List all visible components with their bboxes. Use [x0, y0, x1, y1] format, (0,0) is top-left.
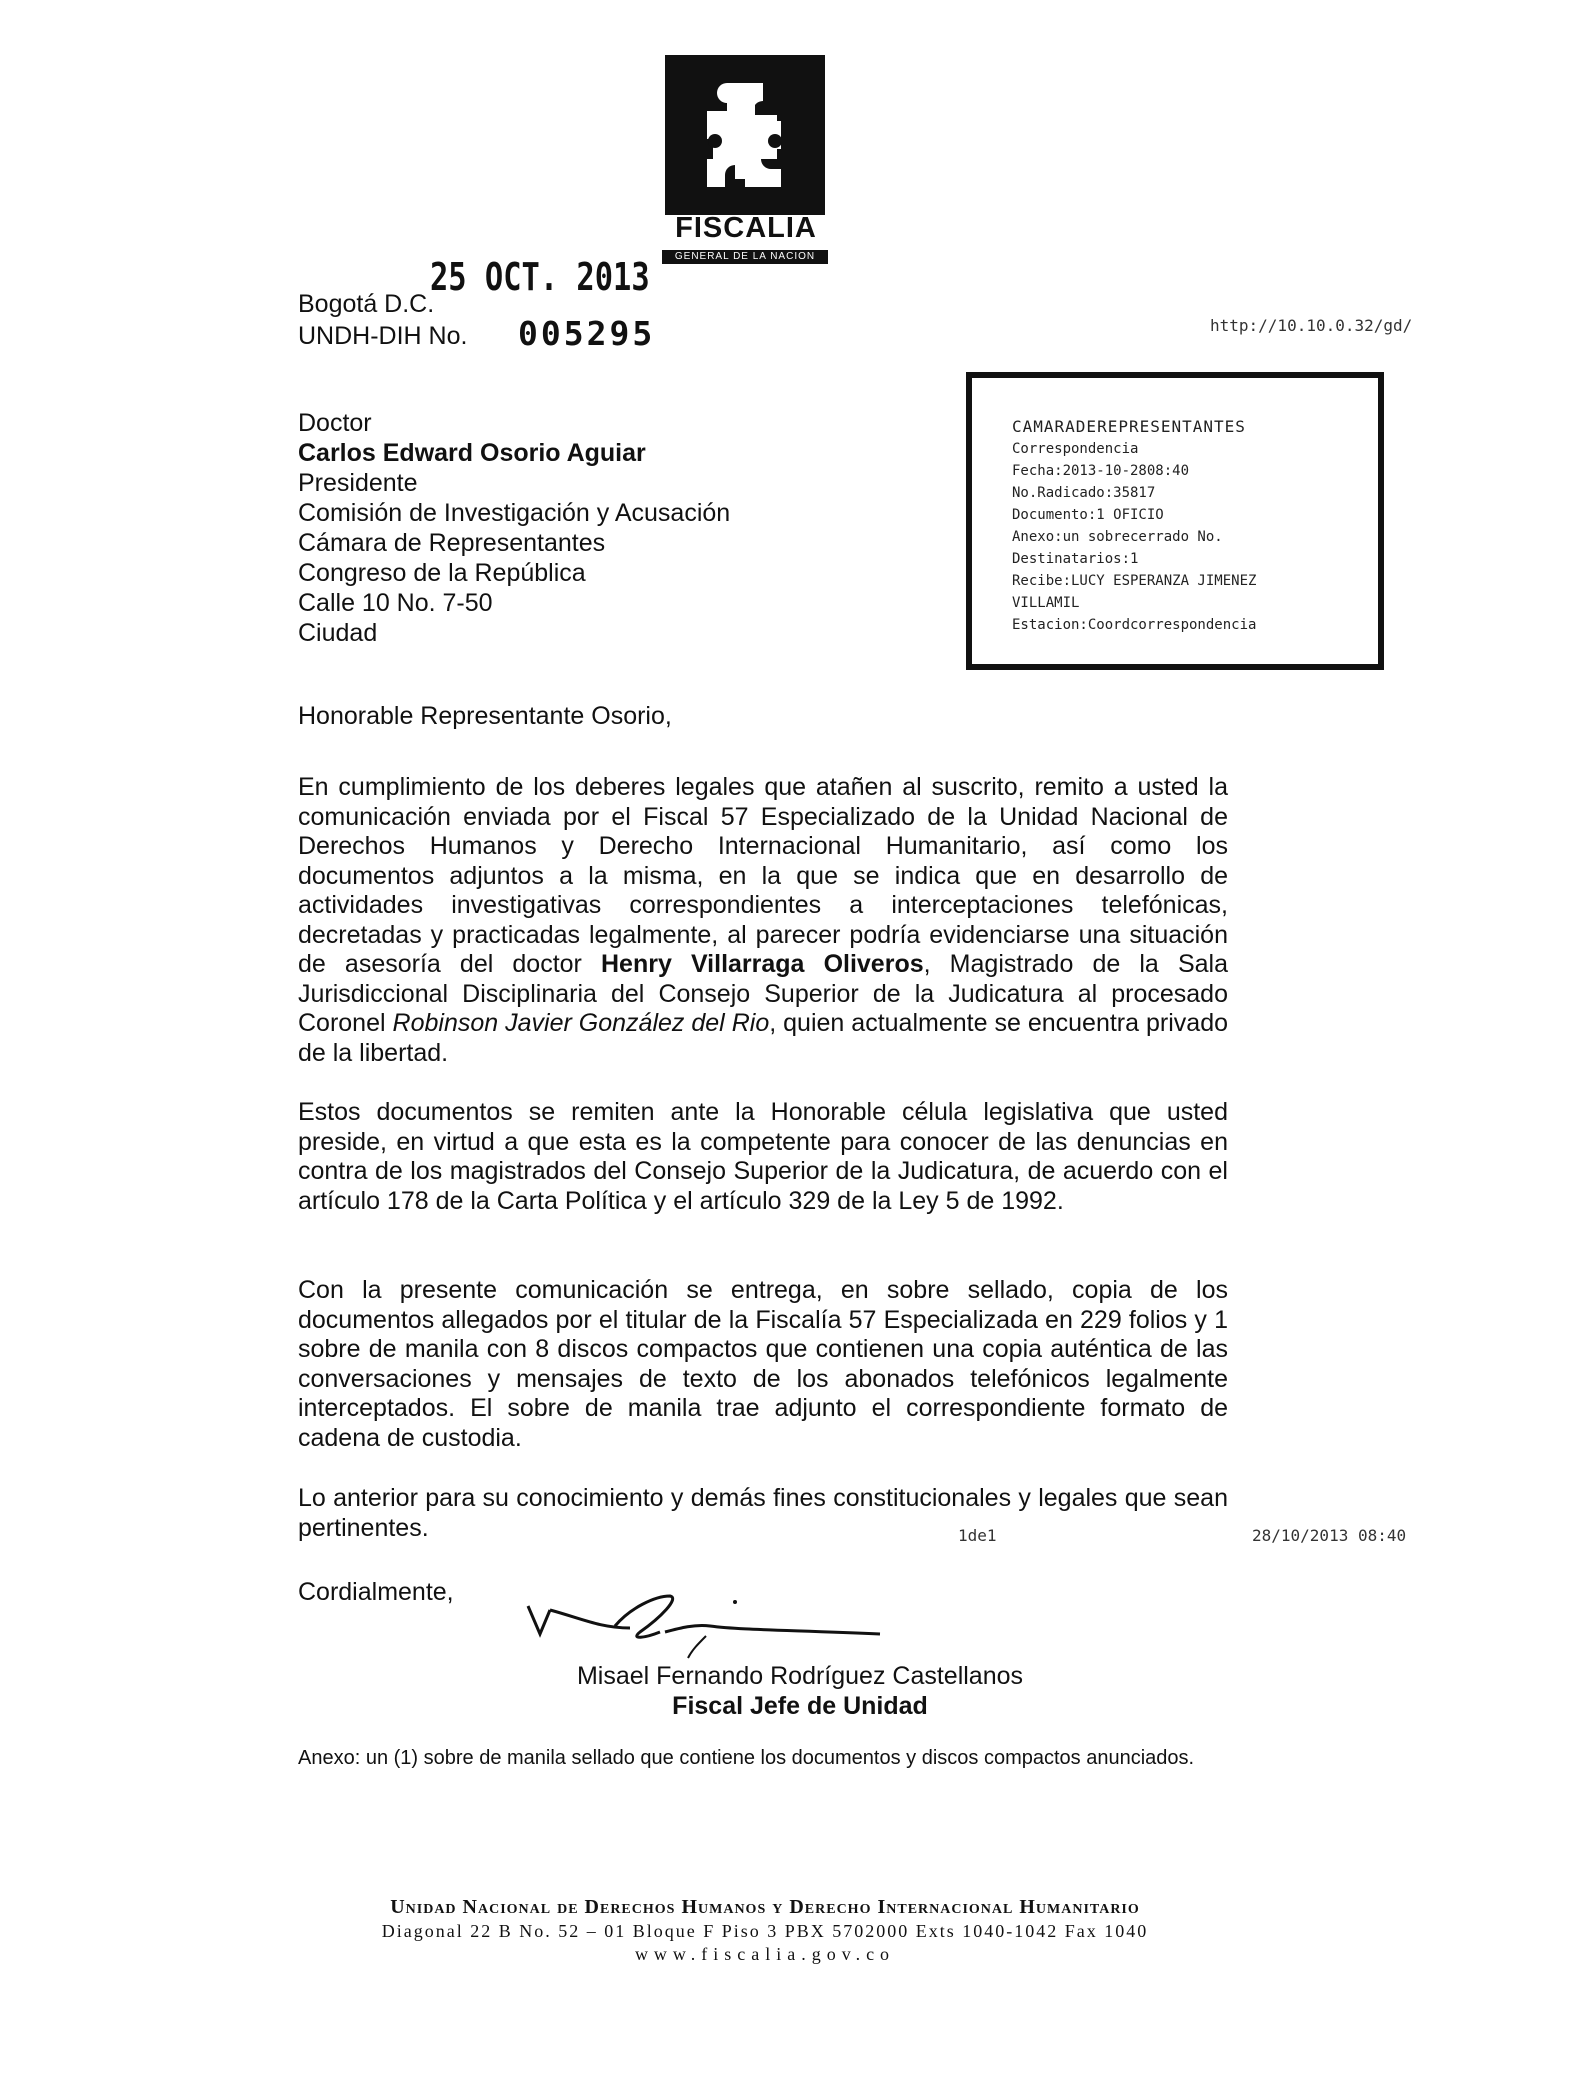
page-count-stamp: 1de1	[958, 1526, 997, 1545]
logo-subtitle: GENERAL DE LA NACION	[662, 250, 828, 264]
signer-title: Fiscal Jefe de Unidad	[672, 1692, 928, 1720]
stamp-line: Documento:1 OFICIO	[1012, 507, 1164, 523]
accused-name: Robinson Javier González del Rio	[392, 1009, 770, 1037]
url-stamp: http://10.10.0.32/gd/	[1210, 316, 1413, 335]
annex-note: Anexo: un (1) sobre de manila sellado que contiene los documentos y discos compactos anunciados.	[298, 1747, 1195, 1769]
puzzle-piece-icon	[665, 55, 825, 215]
reference-number: 005295	[518, 314, 656, 353]
footer-organization: Unidad Nacional de Derechos Humanos y Derecho Internacional Humanitario	[390, 1896, 1140, 1918]
stamp-line: Recibe:LUCY ESPERANZA JIMENEZ	[1012, 573, 1257, 589]
addressee-city: Ciudad	[298, 619, 378, 647]
addressee-congress: Congreso de la República	[298, 559, 586, 587]
addressee-name: Carlos Edward Osorio Aguiar	[298, 439, 646, 467]
stamp-line: Fecha:2013-10-2808:40	[1012, 463, 1190, 479]
addressee-position: Presidente	[298, 469, 418, 497]
paragraph-2: Estos documentos se remiten ante la Honorable célula legislativa que usted preside, en virtud a que esta es la competente para conocer de las denuncias en contra de los magistrados del Consejo Superior de la Judicatura, de acuerdo con el artículo 178 de la Carta Política y el artículo 329 de la Ley 5 de 1992.	[298, 1098, 1228, 1215]
salutation: Honorable Representante Osorio,	[298, 702, 672, 730]
reference-label: UNDH-DIH No.	[298, 322, 468, 350]
addressee-block	[298, 408, 730, 648]
closing-text: Cordialmente,	[298, 1578, 454, 1606]
signer-name: Misael Fernando Rodríguez Castellanos	[576, 1662, 1024, 1690]
paragraph-3: Con la presente comunicación se entrega, en sobre sellado, copia de los documentos allegados por el titular de la Fiscalía 57 Especializada en 229 folios y 1 sobre de manila con 8 discos compactos que contienen una copia auténtica de las conversaciones y mensajes de texto de los abonados telefónicos legalmente interceptados. El sobre de manila trae adjunto el correspondiente formato de cadena de custodia.	[298, 1276, 1228, 1452]
stamp-line: Anexo:un sobrecerrado No.	[1012, 529, 1223, 545]
paragraph-1-text-b: , Magistrado de la Sala Jurisdiccional Disciplinaria del Consejo Superior de la Judicatura al procesado Coronel	[298, 950, 1228, 1037]
addressee-street: Calle 10 No. 7-50	[298, 589, 493, 617]
city-line: Bogotá D.C.	[298, 290, 435, 318]
stamp-line: No.Radicado:35817	[1012, 485, 1156, 501]
stamp-line: Correspondencia	[1012, 441, 1139, 457]
stamp-line: Estacion:Coordcorrespondencia	[1012, 617, 1257, 633]
stamp-line: VILLAMIL	[1012, 595, 1080, 611]
addressee-chamber: Cámara de Representantes	[298, 529, 606, 557]
addressee-commission: Comisión de Investigación y Acusación	[298, 499, 731, 527]
footer-website: www.fiscalia.gov.co	[634, 1944, 896, 1964]
stamp-line: Destinatarios:1	[1012, 551, 1139, 567]
date-stamp: 25 OCT. 2013	[430, 255, 650, 299]
stamp-line: CAMARADEREPRESENTANTES	[1012, 417, 1246, 436]
logo-name: FISCALIA	[675, 212, 817, 244]
fiscalia-logo	[665, 55, 825, 215]
footer	[295, 1896, 1235, 1965]
paragraph-1-text-a: En cumplimiento de los deberes legales que atañen al suscrito, remito a usted la comunicación enviada por el Fiscal 57 Especializado de la Unidad Nacional de Derechos Humanos y Derecho Internacional Humanitario, así como los documentos adjuntos a la misma, en la que se indica que en desarrollo de actividades investigativas correspondientes a interceptaciones telefónicas, decretadas y practicadas legalmente, al parecer podría evidenciarse una situación de asesoría del doctor	[298, 773, 1228, 978]
paragraph-1	[298, 773, 1228, 1068]
reception-stamp	[966, 372, 1384, 670]
footer-address: Diagonal 22 B No. 52 – 01 Bloque F Piso 3 PBX 5702000 Exts 1040-1042 Fax 1040	[381, 1921, 1149, 1941]
addressee-title: Doctor	[298, 409, 372, 437]
timestamp-stamp: 28/10/2013 08:40	[1252, 1526, 1407, 1545]
paragraph-1-text-c: , quien actualmente se encuentra privado de la libertad.	[298, 1009, 1228, 1067]
paragraph-4: Lo anterior para su conocimiento y demás fines constitucionales y legales que sean pertinentes.	[298, 1484, 1228, 1542]
signature-image	[520, 1588, 910, 1668]
magistrate-name: Henry Villarraga Oliveros	[600, 950, 924, 978]
